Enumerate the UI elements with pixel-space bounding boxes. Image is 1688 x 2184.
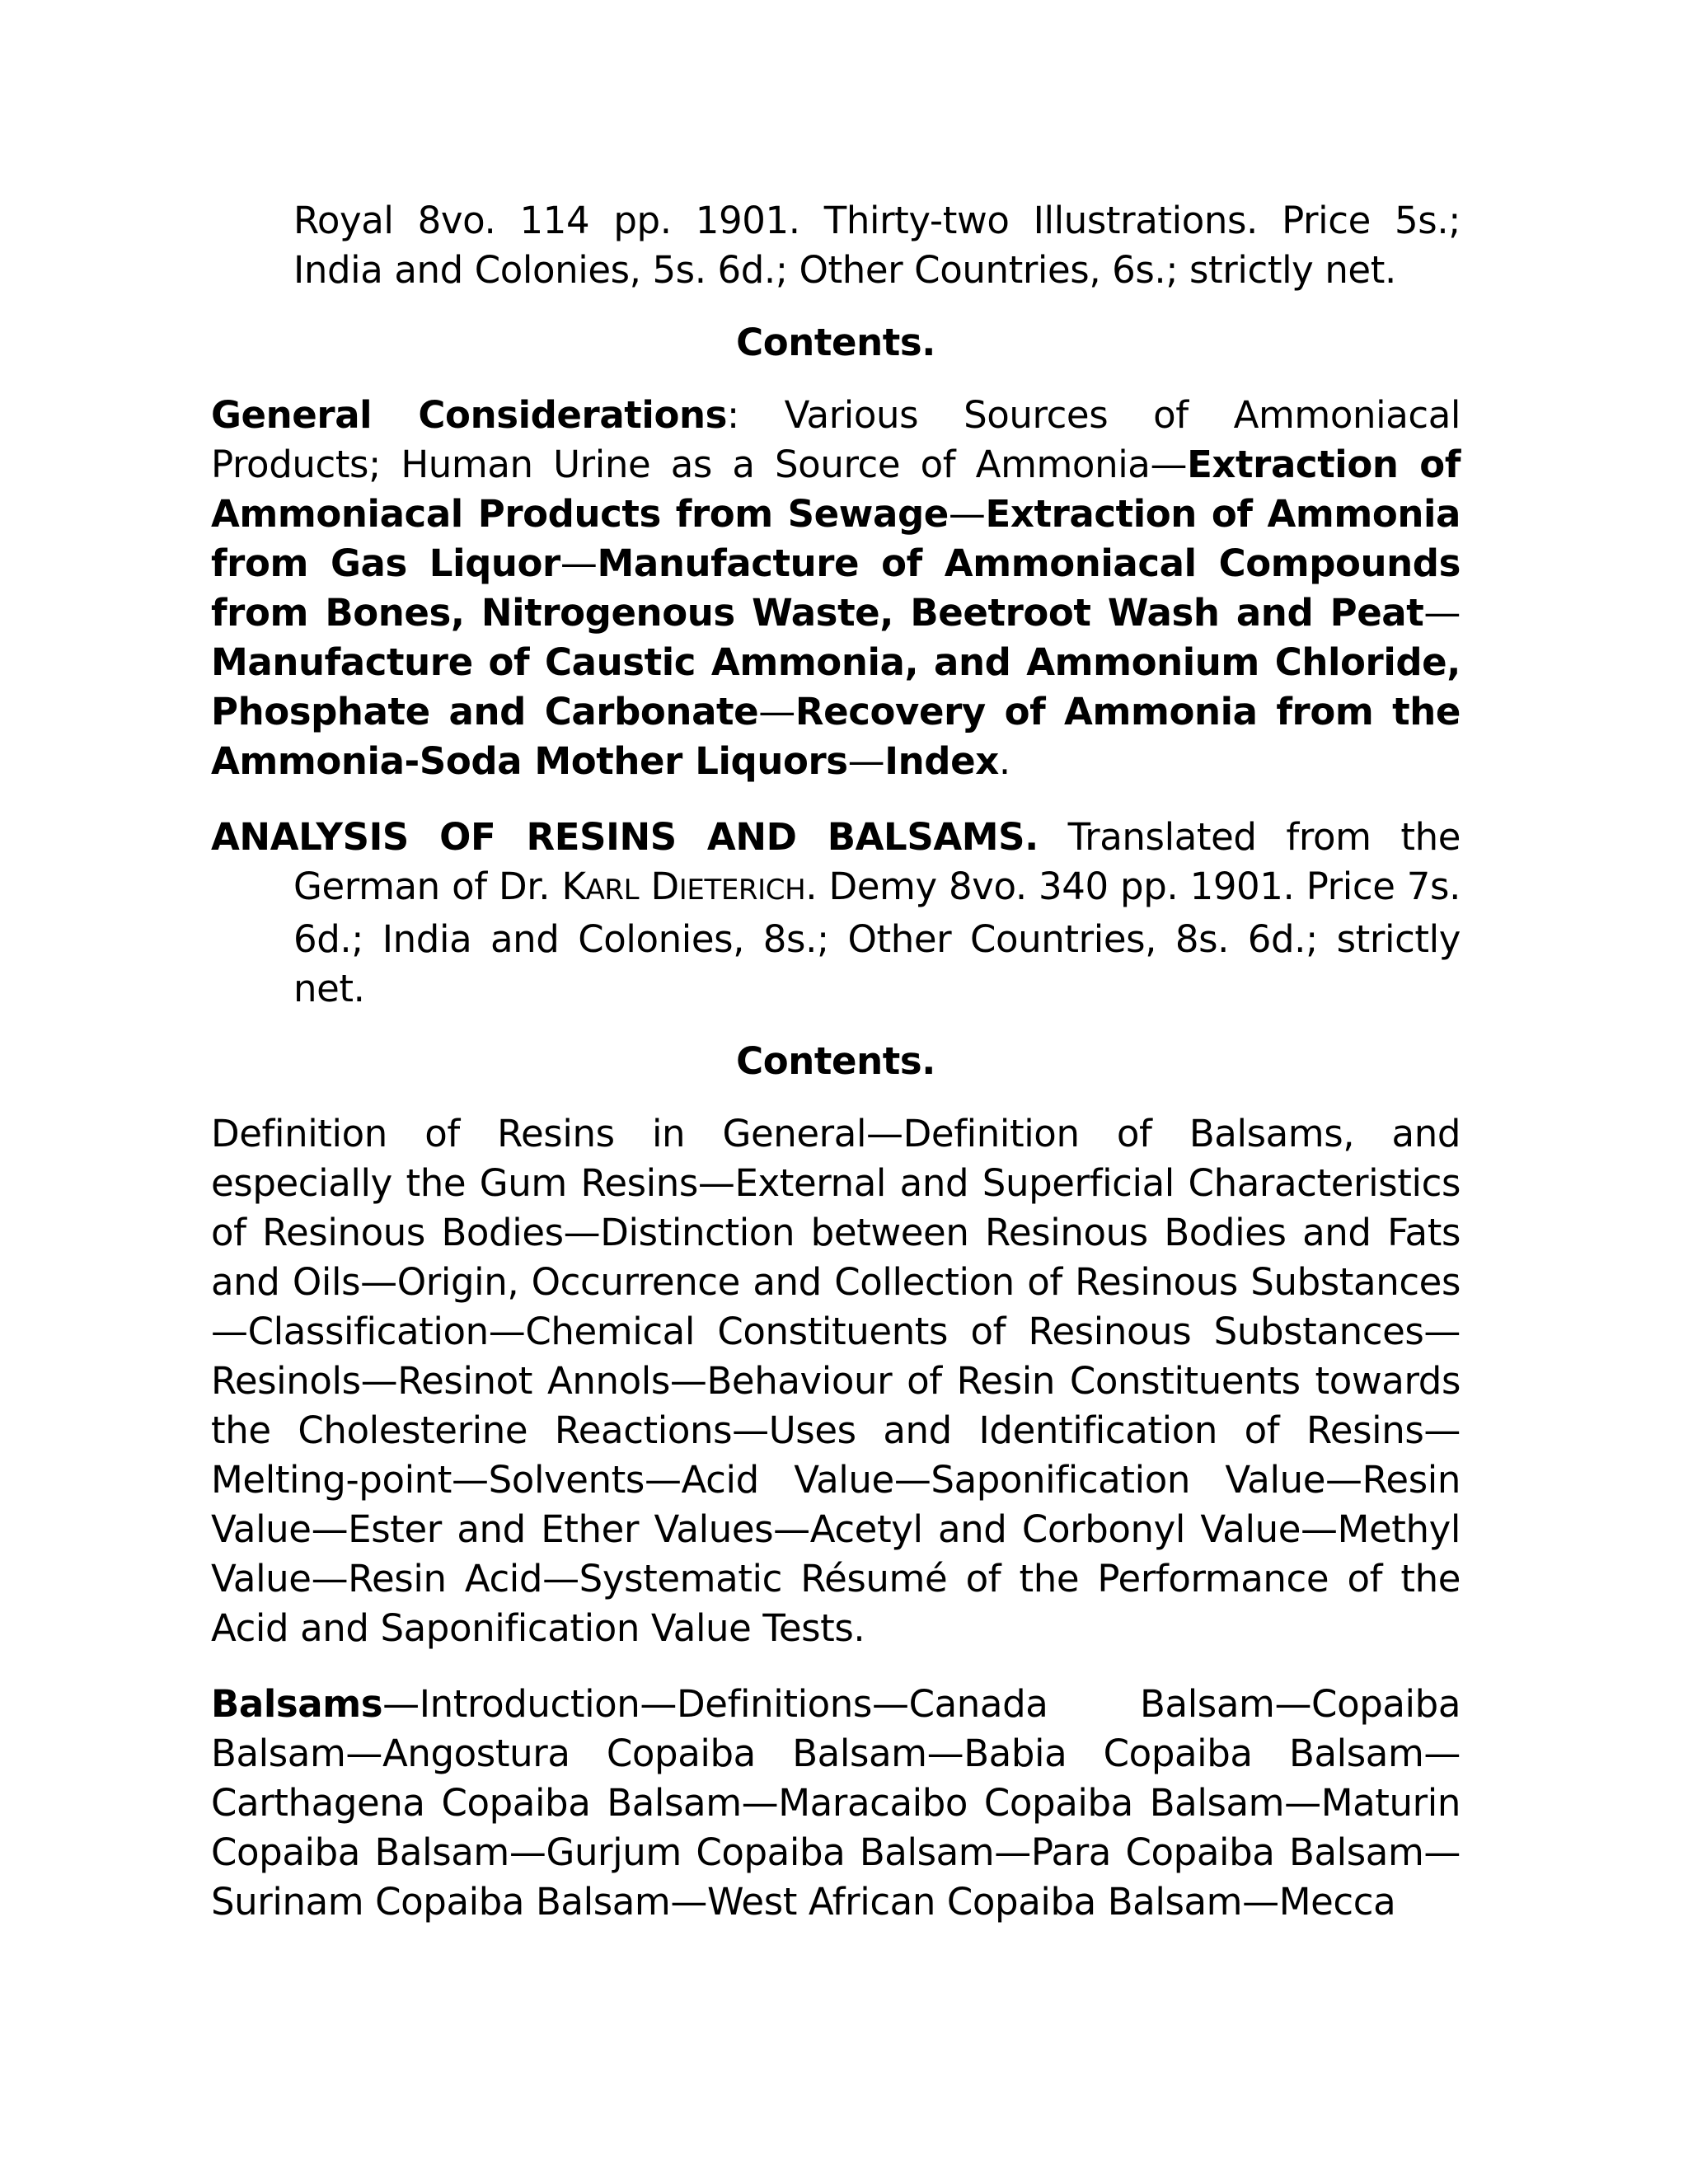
book-description: Translated from the German of Dr.	[293, 815, 1461, 908]
author-name: KARL DIETERICH	[561, 865, 806, 908]
document-page	[211, 196, 1461, 1927]
contents-bold-topic: Extraction of Ammonia from Gas Liquor	[211, 492, 1461, 585]
em-dash: —	[1150, 443, 1188, 486]
period: .	[998, 739, 1010, 783]
contents-heading: Contents.	[736, 1039, 935, 1083]
contents-text: —Introduction—Definitions—Canada Balsam—Copaiba Balsam—Angostura Copaiba Balsam—Babia Copaiba Balsam—Carthagena Copaiba Balsam—Maracaibo Copaiba Balsam—Maturin Copaiba Balsam—Gurjum Copaiba Balsam—Para Copaiba Balsam—Surinam Copaiba Balsam—West African Copaiba Balsam—Mecca	[211, 1682, 1461, 1924]
em-dash: —	[758, 690, 795, 733]
contents-bold-topic: Manufacture of Caustic Ammonia, and Ammonium Chloride, Phosphate and Carbonate	[211, 640, 1461, 733]
book-details-line: Royal 8vo. 114 pp. 1901. Thirty-two Illustrations. Price 5s.; India and Colonies, 5s. 6d.; Other Countries, 6s.; strictly net.	[293, 199, 1461, 292]
contents-heading: Contents.	[736, 321, 935, 364]
contents-paragraph	[211, 1680, 1461, 1927]
contents-bold-topic: Manufacture of Ammoniacal Compounds from Bones, Nitrogenous Waste, Beetroot Wash and Peat	[211, 541, 1461, 635]
contents-paragraph: Definition of Resins in General—Definition of Balsams, and especially the Gum Resins—External and Superficial Characteristics of Resinous Bodies—Distinction between Resinous Bodies and Fats and Oils—Origin, Occurrence and Collection of Resinous Substances—Classification—Chemical Constituents of Resinous Substances—Resinols—Resinot Annols—Behaviour of Resin Constituents towards the Cholesterine Reactions—Uses and Identification of Resins—Melting-point—Solvents—Acid Value—Saponification Value—Resin Value—Ester and Ether Values—Acetyl and Corbonyl Value—Methyl Value—Resin Acid—Systematic Résumé of the Performance of the Acid and Saponification Value Tests.	[211, 1112, 1461, 1650]
contents-bold-topic: Extraction of Ammoniacal Products from Sewage	[211, 443, 1461, 536]
em-dash: —	[1423, 591, 1461, 635]
contents-lead-term: General Considerations	[211, 393, 727, 437]
em-dash: —	[948, 492, 986, 536]
contents-text: Various Sources of Ammoniacal Products; Human Urine as a Source of Ammonia	[211, 393, 1461, 486]
contents-lead-term: Balsams	[211, 1682, 383, 1726]
contents-paragraph	[211, 391, 1461, 786]
contents-bold-topic: Recovery of Ammonia from the Ammonia-Soda Mother Liquors	[211, 690, 1461, 783]
contents-bold-topic: Index	[884, 739, 999, 783]
book-entry	[211, 813, 1461, 1014]
em-dash: —	[847, 739, 885, 783]
em-dash: —	[560, 541, 598, 585]
book-title: ANALYSIS OF RESINS AND BALSAMS.	[211, 815, 1039, 859]
lead-separator: :	[726, 393, 785, 437]
book-description: . Demy 8vo. 340 pp. 1901. Price 7s. 6d.; India and Colonies, 8s.; Other Countries, 8s. 6d.; strictly net.	[293, 865, 1461, 1010]
